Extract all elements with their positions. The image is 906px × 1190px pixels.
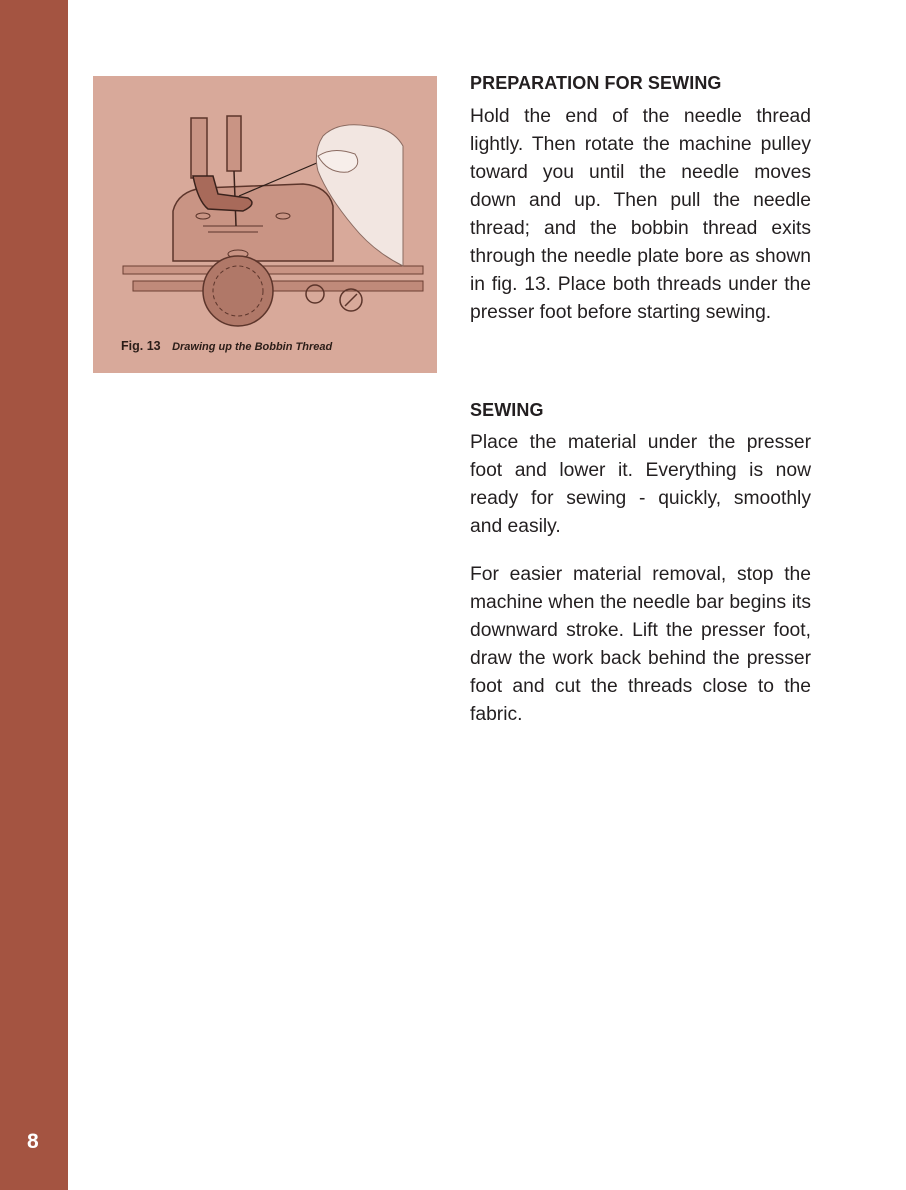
- preparation-paragraph: Hold the end of the needle thread lightly. Then rotate the machine pulley toward you until the needle moves down and up. Then pull the needle thread; and the bobbin thread exits through the needle plate bore as shown in fig. 13. Place both threads under the presser foot before starting sewing.: [470, 106, 811, 323]
- figure-number: Fig. 13: [121, 339, 161, 353]
- page-sidebar: [0, 0, 68, 1190]
- figure-13: [93, 76, 437, 373]
- figure-title: Drawing up the Bobbin Thread: [172, 341, 333, 353]
- sewing-machine-illustration: [93, 76, 437, 373]
- page-number: 8: [27, 1130, 39, 1153]
- section-heading-preparation: PREPARATION FOR SEWING: [470, 73, 722, 93]
- sewing-paragraph-2: For easier material removal, stop the machine when the needle bar begins its downward stroke. Lift the presser foot, draw the work back behind the presser foot and cut the threads close to the fabric.: [470, 564, 811, 725]
- section-preparation: [470, 73, 811, 327]
- section-heading-sewing: SEWING: [470, 400, 544, 420]
- section-sewing: [470, 400, 811, 729]
- figure-caption: [121, 339, 332, 353]
- sewing-paragraph-1: Place the material under the presser foot and lower it. Everything is now ready for sewing - quickly, smoothly and easily.: [470, 432, 811, 537]
